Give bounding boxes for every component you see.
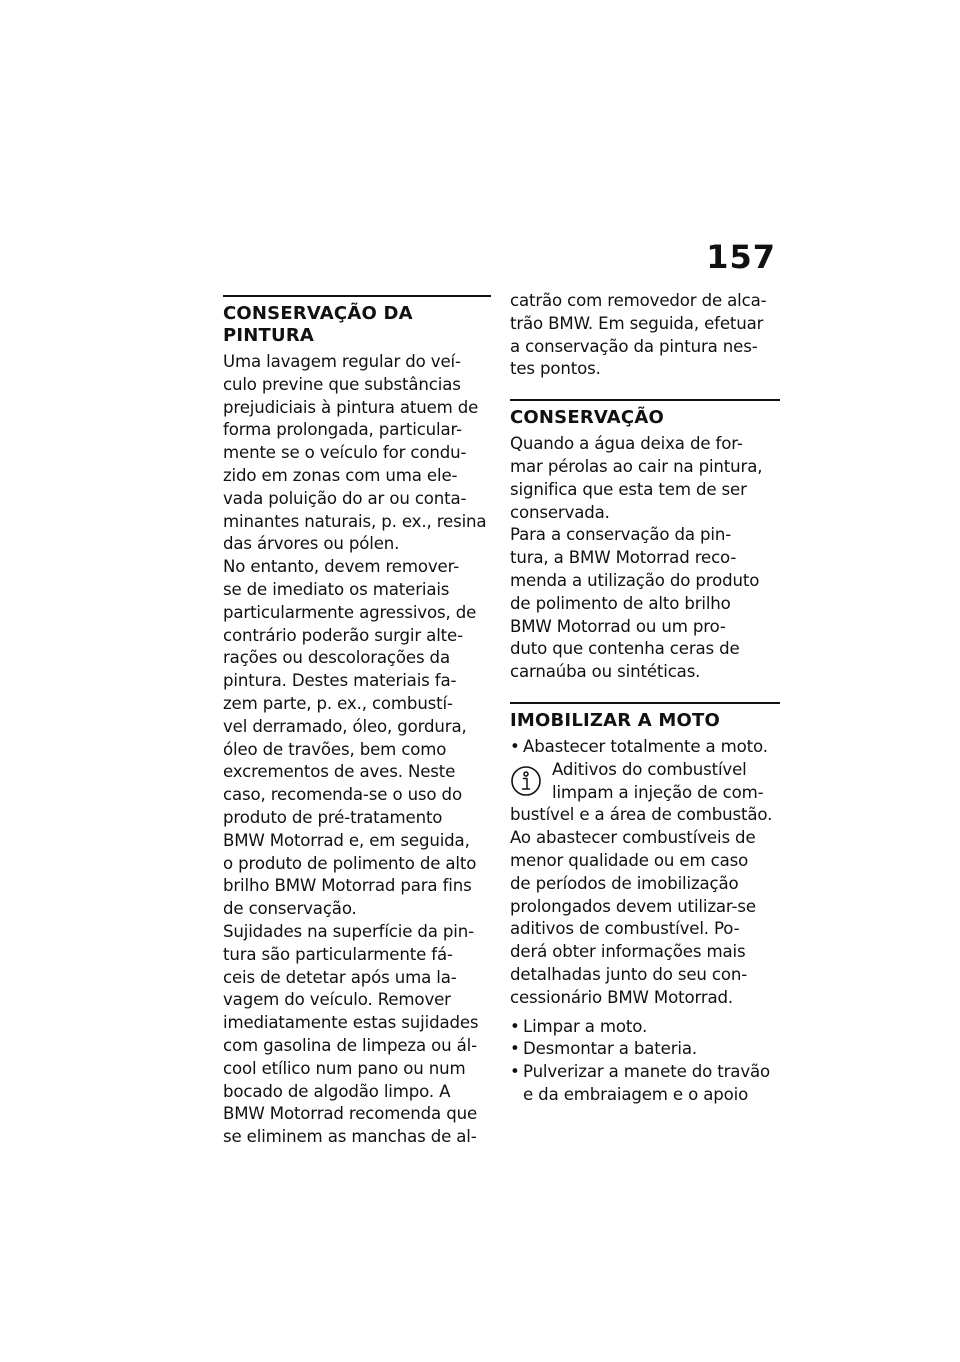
text-line: cool etílico num pano ou num	[223, 1058, 466, 1078]
text-line: tura, a BMW Motorrad reco-	[510, 548, 737, 568]
section-heading-storage: IMOBILIZAR A MOTO	[510, 702, 780, 732]
page-number: 157	[706, 238, 776, 276]
text-line: Quando a água deixa de for-	[510, 434, 743, 454]
text-line: mar pérolas ao cair na pintura,	[510, 456, 763, 476]
text-line: o produto de polimento de alto	[223, 853, 477, 873]
text-line: BMW Motorrad ou um pro-	[510, 616, 726, 636]
text-line: catrão com removedor de alca-	[510, 291, 767, 310]
text-line: de polimento de alto brilho	[510, 593, 731, 613]
text-line: cessionário BMW Motorrad.	[510, 987, 734, 1007]
fuel-additive-note	[510, 759, 780, 1010]
text-line: excrementos de aves. Neste	[223, 762, 456, 782]
section-heading-paint-care: CONSERVAÇÃO DA PINTURA	[223, 295, 491, 347]
paint-care-continuation	[510, 290, 780, 381]
text-line: tura são particularmente fá-	[223, 944, 453, 964]
text-line: bustível e a área de combustão.	[510, 805, 773, 825]
list-item-text: e da embraiagem e o apoio	[523, 1084, 749, 1104]
list-item-text: Pulverizar a manete do travão	[523, 1062, 771, 1082]
text-line: prejudiciais à pintura atuem de	[223, 397, 479, 417]
bullet-icon: •	[510, 736, 520, 756]
text-line: No entanto, devem remover-	[223, 557, 460, 577]
text-line: de conservação.	[223, 899, 357, 919]
text-line: culo previne que substâncias	[223, 374, 461, 394]
list-item	[510, 1038, 780, 1061]
text-line: vel derramado, óleo, gordura,	[223, 716, 467, 736]
text-line: Aditivos do combustível	[552, 759, 747, 779]
text-line: vada poluição do ar ou conta-	[223, 488, 467, 508]
bullet-icon: •	[510, 1062, 520, 1082]
text-line: rações ou descolorações da	[223, 648, 450, 668]
conservation-text	[510, 433, 780, 684]
text-line: BMW Motorrad recomenda que	[223, 1104, 478, 1124]
text-line: bocado de algodão limpo. A	[223, 1081, 451, 1101]
left-column	[223, 295, 491, 1149]
text-line: Ao abastecer combustíveis de	[510, 828, 756, 848]
list-item	[510, 1016, 780, 1039]
text-line: produto de pré-tratamento	[223, 807, 443, 827]
list-item	[510, 736, 780, 759]
text-line: de períodos de imobilização	[510, 873, 739, 893]
section-heading-conservation: CONSERVAÇÃO	[510, 399, 780, 429]
list-item-text: Abastecer totalmente a moto.	[523, 736, 768, 756]
text-line: óleo de travões, bem como	[223, 739, 447, 759]
text-line: pintura. Destes materiais fa-	[223, 671, 457, 691]
text-line: a conservação da pintura nes-	[510, 336, 758, 356]
list-item-text: Limpar a moto.	[523, 1016, 648, 1036]
text-line: duto que contenha ceras de	[510, 639, 740, 659]
text-line: contrário poderão surgir alte-	[223, 625, 463, 645]
text-line: Uma lavagem regular do veí-	[223, 352, 461, 371]
text-line: zem parte, p. ex., combustí-	[223, 693, 453, 713]
text-line: limpam a injeção de com-	[552, 782, 764, 802]
right-column	[510, 290, 780, 1107]
text-line: com gasolina de limpeza ou ál-	[223, 1035, 477, 1055]
text-line: conservada.	[510, 502, 610, 522]
text-line: minantes naturais, p. ex., resina	[223, 511, 487, 531]
bullet-icon: •	[510, 1039, 520, 1059]
text-line: trão BMW. Em seguida, efetuar	[510, 313, 764, 333]
text-line: particularmente agressivos, de	[223, 602, 477, 622]
info-icon	[510, 765, 542, 797]
text-line: zido em zonas com uma ele-	[223, 465, 458, 485]
text-line: vagem do veículo. Remover	[223, 990, 451, 1010]
text-line: brilho BMW Motorrad para fins	[223, 876, 472, 896]
paint-care-text	[223, 351, 491, 1149]
list-item-text: Desmontar a bateria.	[523, 1039, 697, 1059]
text-line: das árvores ou pólen.	[223, 534, 400, 554]
text-line: menor qualidade ou em caso	[510, 850, 749, 870]
text-line: mente se o veículo for condu-	[223, 443, 467, 463]
bullet-icon: •	[510, 1016, 520, 1036]
text-line: tes pontos.	[510, 359, 601, 379]
text-line: Sujidades na superfície da pin-	[223, 921, 474, 941]
text-line: Para a conservação da pin-	[510, 525, 732, 545]
text-line: se de imediato os materiais	[223, 579, 450, 599]
text-line: ceis de detetar após uma la-	[223, 967, 457, 987]
text-line: imediatamente estas sujidades	[223, 1013, 479, 1033]
text-line: prolongados devem utilizar-se	[510, 896, 756, 916]
text-line: forma prolongada, particular-	[223, 420, 462, 440]
text-line: menda a utilização do produto	[510, 570, 760, 590]
text-line: significa que esta tem de ser	[510, 479, 747, 499]
text-line: detalhadas junto do seu con-	[510, 964, 748, 984]
text-line: derá obter informações mais	[510, 942, 746, 962]
text-line: se eliminem as manchas de al-	[223, 1127, 477, 1147]
text-line: carnaúba ou sintéticas.	[510, 662, 701, 682]
list-item	[510, 1061, 780, 1107]
storage-steps-continued	[510, 1016, 780, 1107]
text-line: caso, recomenda-se o uso do	[223, 785, 462, 805]
text-line: BMW Motorrad e, em seguida,	[223, 830, 470, 850]
storage-steps	[510, 736, 780, 759]
text-line: aditivos de combustível. Po-	[510, 919, 740, 939]
